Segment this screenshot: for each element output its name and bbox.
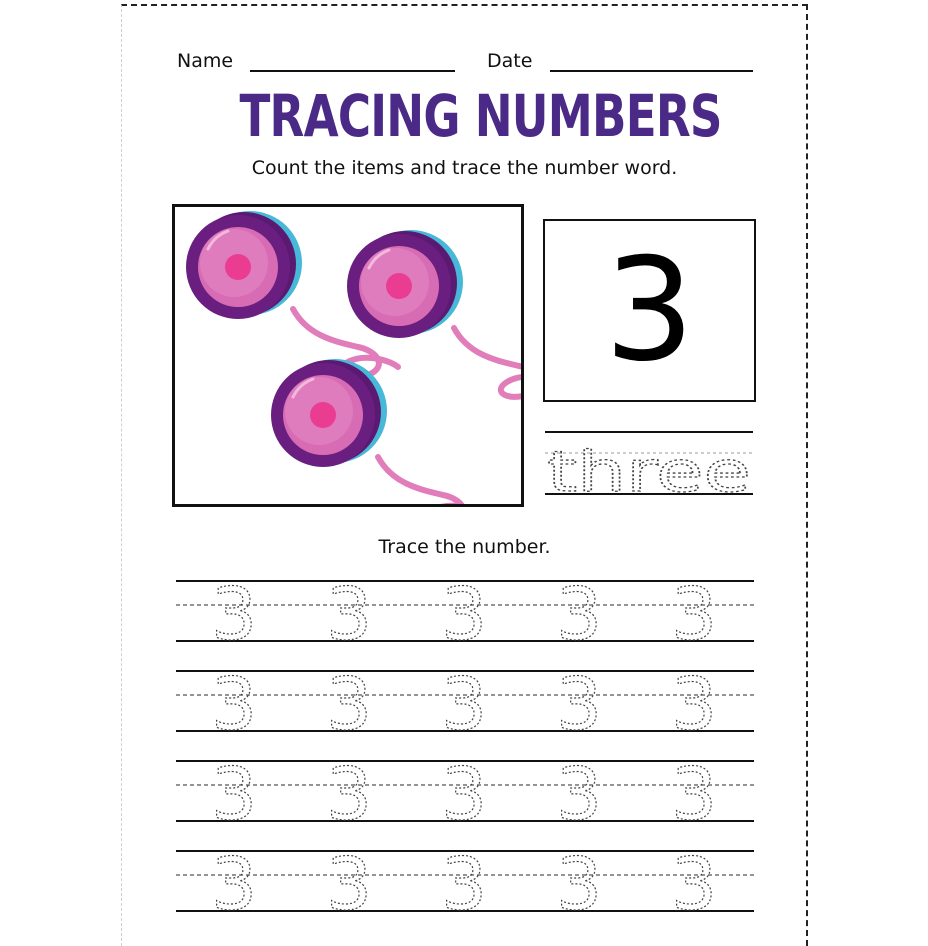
- number-word: three: [547, 440, 751, 496]
- trace-digit: 3: [211, 752, 257, 836]
- trace-digit: 3: [211, 662, 257, 746]
- trace-digit: 3: [441, 752, 487, 836]
- count-instruction: Count the items and trace the number word.: [251, 157, 678, 179]
- trace-digit: 3: [556, 575, 602, 656]
- trace-digit: 3: [556, 842, 602, 915]
- trace-digit: 3: [671, 842, 717, 915]
- trace-instruction: Trace the number.: [378, 536, 551, 558]
- date-label: Date: [487, 50, 533, 72]
- trace-digit: 3: [326, 662, 372, 746]
- trace-digit: 3: [671, 752, 717, 836]
- trace-row: [176, 662, 754, 746]
- yoyo-group: [175, 207, 521, 504]
- name-line[interactable]: [250, 70, 455, 72]
- trace-digit: 3: [211, 575, 257, 656]
- date-line[interactable]: [550, 70, 753, 72]
- trace-digit: 3: [441, 842, 487, 915]
- trace-digit: 3: [211, 842, 257, 915]
- trace-digit: 3: [326, 752, 372, 836]
- trace-row: [176, 842, 754, 915]
- trace-digit: 3: [326, 842, 372, 915]
- count-items-box: [172, 204, 524, 507]
- trace-row: [176, 575, 754, 656]
- number-box: [543, 219, 756, 402]
- trace-digit: 3: [326, 575, 372, 656]
- name-label: Name: [177, 50, 234, 72]
- trace-digit: 3: [556, 662, 602, 746]
- trace-digit: 3: [671, 662, 717, 746]
- yoyo-icon: [271, 359, 483, 504]
- trace-digit: 3: [671, 575, 717, 656]
- big-number: 3: [604, 227, 695, 393]
- number-word-trace[interactable]: [545, 430, 753, 496]
- trace-digit: 3: [441, 662, 487, 746]
- page-title: TRACING NUMBERS: [239, 82, 722, 150]
- trace-row: [176, 752, 754, 836]
- trace-digit: 3: [441, 575, 487, 656]
- trace-digit: 3: [556, 752, 602, 836]
- trace-rows[interactable]: [176, 575, 754, 915]
